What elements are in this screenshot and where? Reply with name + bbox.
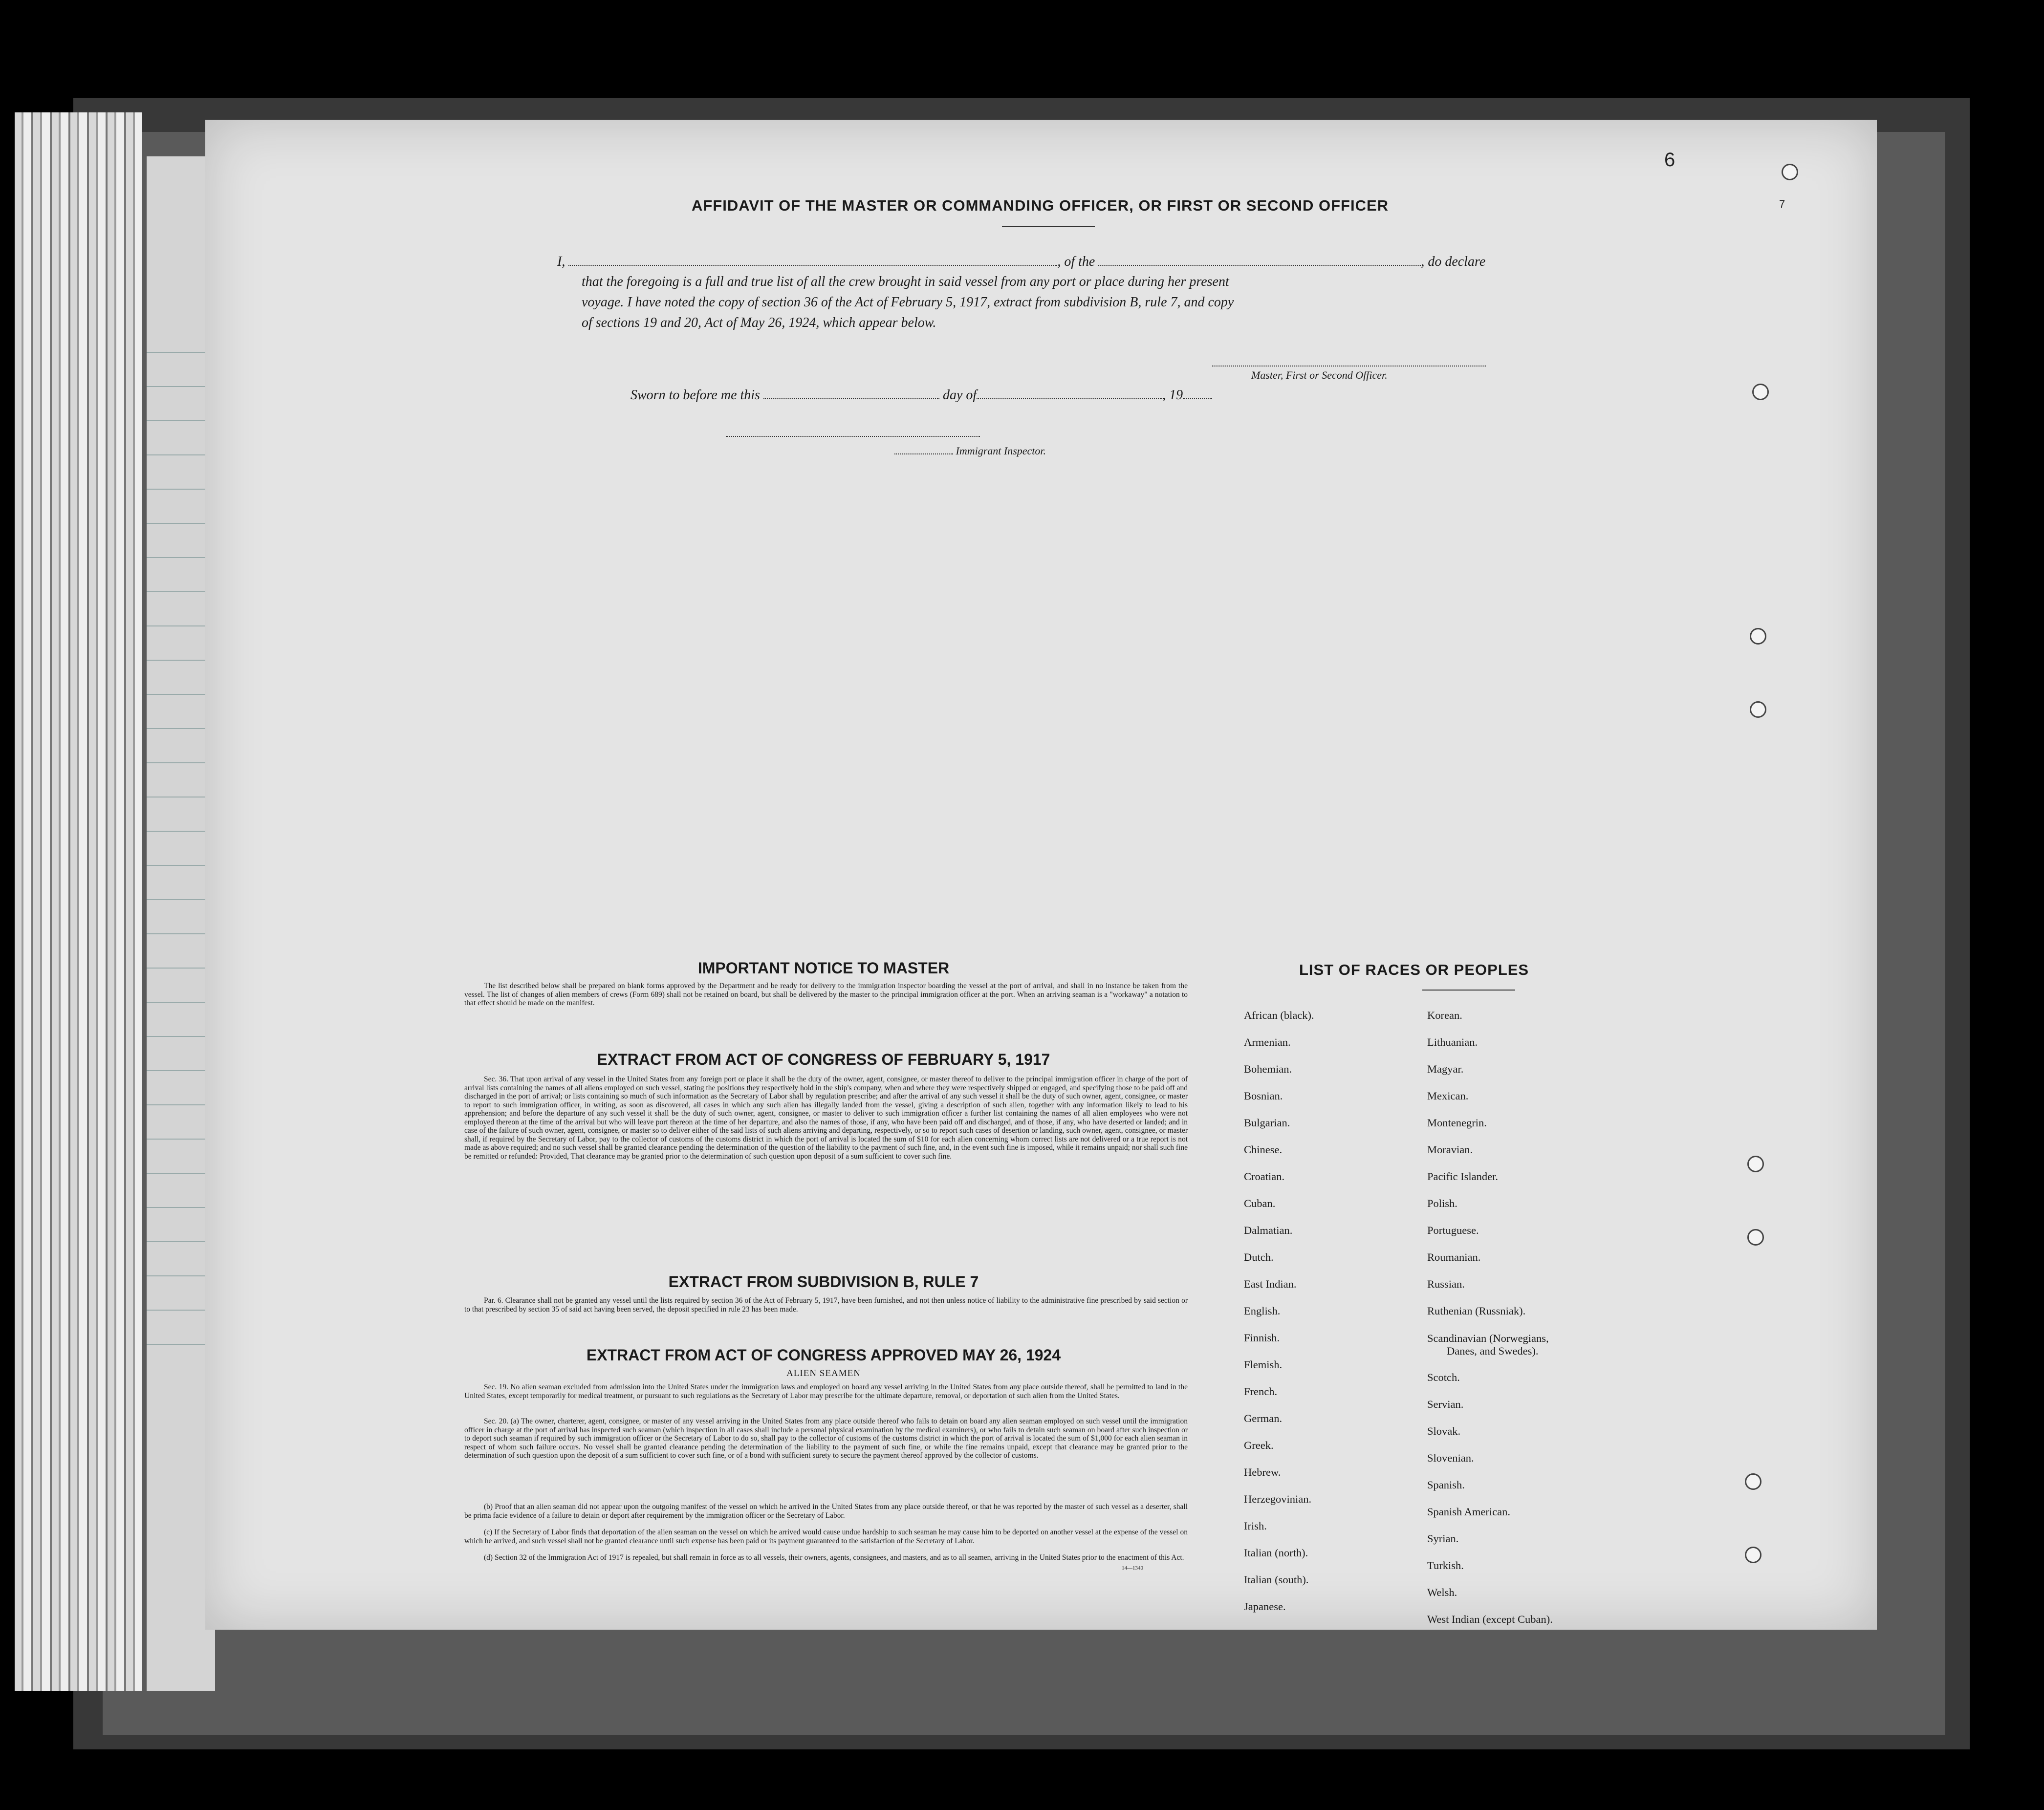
race-item: Welsh. [1427,1586,1457,1598]
document-page [205,120,1877,1630]
sworn-day-blank [763,388,939,399]
sworn-text: Sworn to before me this [631,388,760,403]
binder-hole [1745,1547,1761,1563]
master-caption: Master, First or Second Officer. [1251,369,1388,381]
race-item: Spanish American. [1427,1506,1510,1518]
extract-1924-sec20d: (d) Section 32 of the Immigration Act of 1917 is repealed, but shall remain in force as to all vessels, their owners, agents, consignees, and masters, and as to all seamen, arriving in the United States prior to the enactment of this Act. [484,1553,1184,1562]
race-item: Polish. [1427,1197,1457,1209]
binder-hole [1747,1156,1764,1172]
inspector-caption-dots [894,447,953,454]
affidavit-i: I, [557,254,565,269]
race-item: Croatian. [1244,1170,1285,1183]
notice-text: The list described below shall be prepared on blank forms approved by the Department and be ready for delivery to the immigration inspector boarding the vessel at the port of arrival, and shall in no instance be taken from the vessel. The list of changes of alien members of crews (Form 689) shall not be retained on board, but shall be delivered by the master to the principal immigration officer at the port. When an arriving seaman is a "workaway" a notation to that effect should be made on the manifest. [464,982,1188,1007]
form-number: 14—1340 [1122,1565,1143,1571]
race-item: Chinese. [1244,1143,1283,1156]
race-item: Scandinavian (Norwegians, [1427,1332,1549,1344]
races-title: LIST OF RACES OR PEOPLES [1299,961,1529,978]
corner-mark: 7 [1779,198,1785,210]
race-item: Finnish. [1244,1332,1280,1344]
vessel-blank [1098,255,1421,266]
race-item: Montenegrin. [1427,1117,1487,1129]
extract-rule7-text: Par. 6. Clearance shall not be granted any vessel until the lists required by section 36 of the Act of February 5, 1917, have been furnished, and not then unless notice of liability to the administrative fine prescribed by said section or to that prescribed by section 35 of said act having been served, the deposit specified in rule 23 has been made. [464,1296,1188,1314]
sworn-line [631,386,1212,405]
race-item: Flemish. [1244,1358,1283,1371]
race-item: Hebrew. [1244,1466,1281,1478]
race-item: Japanese. [1244,1600,1286,1613]
binder-hole [1747,1229,1764,1246]
affidavit-line2: that the foregoing is a full and true list of all the crew brought in said vessel from any port or place during her present [582,274,1229,289]
race-item: Slovak. [1427,1425,1461,1437]
race-item: Armenian. [1244,1036,1291,1048]
races-title-rule [1422,990,1515,991]
affidavit-line4: of sections 19 and 20, Act of May 26, 1924, which appear below. [582,315,936,330]
extract-rule7-title: EXTRACT FROM SUBDIVISION B, RULE 7 [668,1273,979,1291]
race-item: Roumanian. [1427,1251,1481,1263]
race-item: Herzegovinian. [1244,1493,1312,1505]
extract-1924-sec19: Sec. 19. No alien seaman excluded from admission into the United States under the immigration laws and employed on board any vessel arriving in the United States from any place outside thereof, shall be permitted to land in the United States, except temporarily for medical treatment, or pursuant to such regulations as the Secretary of Labor may prescribe for the ultimate departure, removal, or deportation of such alien from the United States. [464,1383,1188,1400]
race-item: Korean. [1427,1009,1462,1021]
name-blank [568,255,1057,266]
race-item: English. [1244,1305,1281,1317]
extract-1924-sec20b: (b) Proof that an alien seaman did not appear upon the outgoing manifest of the vessel on which he arrived in the United States from any place outside thereof, or that he was reported by the master of such vessel as a deserter, shall be prima facie evidence of a failure to detain or deport after requirement by the immigration officer or the Secretary of Labor. [464,1503,1188,1520]
race-item: Mexican. [1427,1090,1469,1102]
page-number-mark: 6 [1664,149,1675,171]
underlying-ruled-sheet [147,156,215,1691]
master-signature-line [1212,356,1486,366]
affidavit-line1 [557,253,1500,271]
extract-1924-subtitle: ALIEN SEAMEN [786,1368,861,1379]
races-left-column [1244,1002,1314,1620]
inspector-caption-text: Immigrant Inspector. [956,445,1046,457]
binder-hole [1752,384,1769,400]
race-item: Bulgarian. [1244,1117,1290,1129]
binder-hole [1782,164,1798,180]
race-item: Ruthenian (Russniak). [1427,1305,1526,1317]
race-item: Turkish. [1427,1559,1464,1572]
year-text: , 19 [1162,388,1183,403]
race-item: Slovenian. [1427,1452,1474,1464]
binder-hole [1750,628,1766,645]
affidavit-title: AFFIDAVIT OF THE MASTER OR COMMANDING OFFICER, OR FIRST OR SECOND OFFICER [692,197,1389,214]
race-item: Magyar. [1427,1063,1464,1075]
race-item: Lithuanian. [1427,1036,1478,1048]
race-item: Servian. [1427,1398,1464,1410]
race-item: French. [1244,1385,1278,1398]
race-item: Cuban. [1244,1197,1276,1209]
binder-hole [1750,701,1766,718]
extract-1917-text: Sec. 36. That upon arrival of any vessel in the United States from any foreign port or place it shall be the duty of the owner, agent, consignee, or master thereof to deliver to the principal immigration officer in charge of the port of arrival lists containing the names of all aliens employed on such vessel, stating the positions they respectively hold in the ship's company, when and where they were respectively shipped or engaged, and specifying those to be paid off and discharged in the port of arrival; or lists containing so much of such information as the Secretary of Labor shall by regulation prescribe; and after the arrival of any such vessel it shall be the duty of such owner, agent, consignee, or master to report to such immigration officer, in writing, as soon as discovered, all cases in which any such alien has illegally landed from the vessel, giving a description of such alien, together with any information likely to lead to his apprehension; and before the departure of any such vessel it shall be the duty of such owner, agent, consignee, or master to deliver to such immigration officer a further list containing the names of all alien employees who were not employed thereon at the time of the arrival but who will leave port thereon at the time of her departure, and also the names of those, if any, who have been paid off and discharged, and of those, if any, who have deserted or landed; and in case of the failure of such owner, agent, consignee, or master so to deliver either of the said lists of such aliens arriving and departing, respectively, or so to report such cases of desertion or landing, such owner, agent, consignee, or master shall, if required by the Secretary of Labor, pay to the collector of customs of the customs district in which the port of arrival is located the sum of $10 for each alien concerning whom correct lists are not delivered or a true report is not made as above required; and no such vessel shall be granted clearance pending the determination of the question of the liability to the payment of such fine, and, in the event such fine is imposed, while it remains unpaid; nor shall such fine be remitted or refunded: Provided, That clearance may be granted prior to the determination of such question upon deposit of a sum sufficient to cover such fine. [464,1075,1188,1161]
extract-1924-sec20c: (c) If the Secretary of Labor finds that deportation of the alien seaman on the vessel on which he arrived would cause undue hardship to such seaman he may cause him to be deported on another vessel at the expense of the vessel on which he arrived, and such vessel shall not be granted clearance until such expense has been paid or its payment guaranteed to the satisfaction of the Secretary of Labor. [464,1528,1188,1545]
race-item: Bosnian. [1244,1090,1283,1102]
binder-hole [1745,1473,1761,1490]
extract-1924-sec20a: Sec. 20. (a) The owner, charterer, agent, consignee, or master of any vessel arriving in the United States from any place outside thereof who fails to detain on board any alien seaman employed on such vessel until the immigration officer in charge at the port of arrival has inspected such seaman (which inspection in all cases shall include a personal physical examination by the medical examiners), or who fails to detain such seaman on board after such inspection or to deport such seaman if required by such immigration officer or the Secretary of Labor to do so, shall pay to the collector of customs of the customs district in which the port of arrival is located the sum of $1,000 for each alien seaman in respect of whom such failure occurs. No vessel shall be granted clearance pending the determination of the liability to the payment of such fine, or while the fine remains unpaid, except that clearance may be granted prior to the determination of such question upon the deposit of a sum sufficient to cover such fine, or of a bond with sufficient surety to secure the payment thereof approved by the collector of customs. [464,1417,1188,1460]
race-item: Portuguese. [1427,1224,1479,1236]
race-item: Italian (south). [1244,1573,1309,1586]
notice-title: IMPORTANT NOTICE TO MASTER [697,959,950,977]
race-item: Scotch. [1427,1371,1460,1383]
race-item: Bohemian. [1244,1063,1292,1075]
race-item: Pacific Islander. [1427,1170,1498,1183]
inspector-signature-line [726,426,980,437]
inspector-caption [894,445,1046,457]
race-item: East Indian. [1244,1278,1297,1290]
races-right-column [1427,1002,1553,1633]
race-item: West Indian (except Cuban). [1427,1613,1553,1625]
year-blank [1183,388,1212,399]
extract-1917-title: EXTRACT FROM ACT OF CONGRESS OF FEBRUARY 5, 1917 [597,1051,1050,1068]
race-item: African (black). [1244,1009,1314,1021]
affidavit-line3: voyage. I have noted the copy of section 36 of the Act of February 5, 1917, extract from subdivision B, rule 7, and copy [582,295,1234,310]
race-item: Italian (north). [1244,1547,1308,1559]
race-item: Irish. [1244,1520,1267,1532]
race-item: Moravian. [1427,1143,1473,1156]
race-item: Danes, and Swedes). [1447,1345,1539,1357]
race-item: Dalmatian. [1244,1224,1293,1236]
affidavit-of-the: , of the [1057,254,1095,269]
stacked-page-edges [15,112,142,1691]
affidavit-declare: , do declare [1421,254,1486,269]
day-of-text: day of [942,388,977,403]
race-item: Dutch. [1244,1251,1274,1263]
extract-1924-title: EXTRACT FROM ACT OF CONGRESS APPROVED MAY 26, 1924 [586,1346,1061,1364]
race-item: Russian. [1427,1278,1465,1290]
race-item: German. [1244,1412,1283,1424]
race-item: Spanish. [1427,1479,1465,1491]
race-item: Greek. [1244,1439,1274,1451]
month-blank [977,388,1162,399]
race-item: Syrian. [1427,1532,1459,1545]
affidavit-title-rule [1002,226,1095,227]
